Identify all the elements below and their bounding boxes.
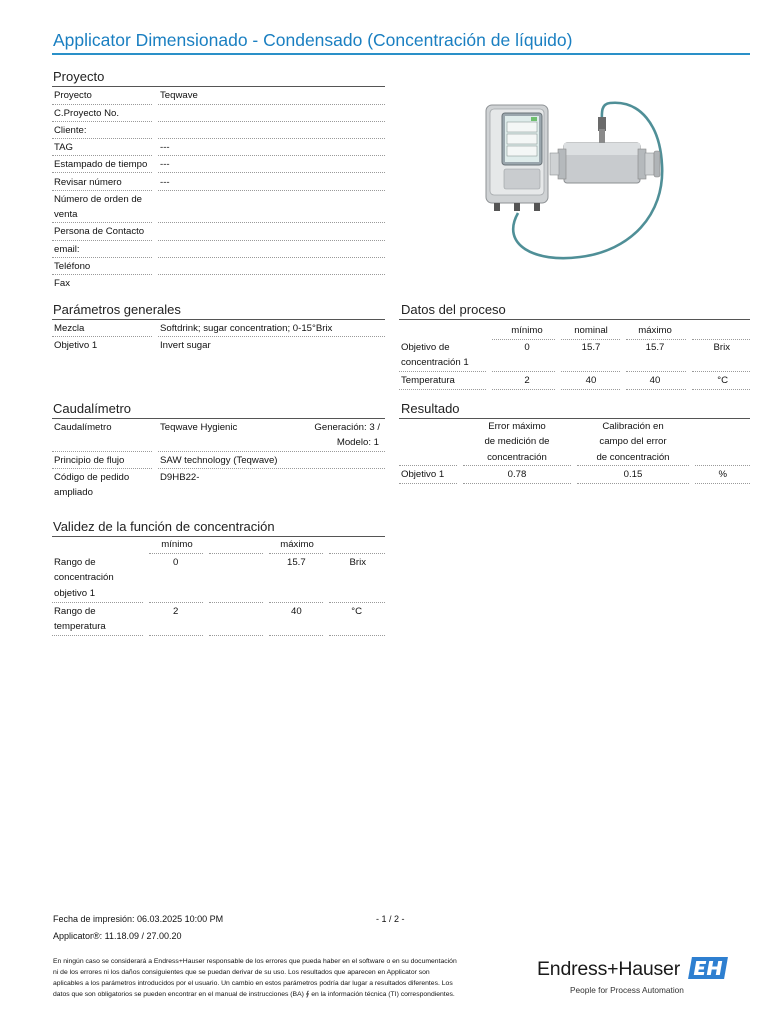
datos-proceso-heading: Datos del proceso bbox=[401, 302, 506, 317]
col-calibracion: Calibración en bbox=[602, 421, 664, 432]
page-title: Applicator Dimensionado - Condensado (Concentración de líquido) bbox=[53, 30, 573, 50]
objetivo-label: Objetivo 1 bbox=[54, 340, 98, 351]
orden-label-2: venta bbox=[54, 209, 78, 220]
res-objetivo-label: Objetivo 1 bbox=[401, 469, 445, 480]
logo-tagline: People for Process Automation bbox=[570, 985, 684, 995]
generacion-value: Generación: 3 / bbox=[314, 422, 380, 433]
cliente-label: Cliente: bbox=[54, 125, 87, 136]
tag-value: --- bbox=[160, 142, 170, 153]
disclaimer-line-1: En ningún caso se considerará a Endress+Hauser responsable de los errores que pueda haber en el software o en su documentación bbox=[53, 958, 457, 965]
obj-conc-max: 15.7 bbox=[645, 342, 665, 353]
parametros-heading: Parámetros generales bbox=[53, 302, 181, 317]
tag-label: TAG bbox=[54, 142, 74, 153]
rango-conc-min: 0 bbox=[173, 557, 179, 568]
proyecto-heading: Proyecto bbox=[53, 69, 105, 84]
rango-conc-label-2: concentración bbox=[54, 572, 114, 583]
temp-label: Temperatura bbox=[401, 375, 455, 386]
temp-min: 2 bbox=[524, 375, 530, 386]
rango-conc-label-3: objetivo 1 bbox=[54, 588, 96, 599]
obj-conc-min: 0 bbox=[524, 342, 530, 353]
title-rule bbox=[52, 53, 750, 55]
datos-proceso-rule bbox=[399, 319, 750, 320]
resultado-rule bbox=[399, 418, 750, 419]
caudalimetro-value: Teqwave Hygienic bbox=[160, 422, 238, 433]
rango-temp-label: Rango de bbox=[54, 606, 96, 617]
objetivo-value: Invert sugar bbox=[160, 340, 211, 351]
rango-conc-label: Rango de bbox=[54, 557, 96, 568]
col-error-maximo: Error máximo bbox=[488, 421, 546, 432]
fax-label: Fax bbox=[54, 278, 70, 289]
estampado-label: Estampado de tiempo bbox=[54, 159, 148, 170]
rango-temp-max: 40 bbox=[291, 606, 302, 617]
res-error-value: 0.78 bbox=[507, 469, 527, 480]
caudalimetro-heading: Caudalímetro bbox=[53, 401, 132, 416]
temp-max: 40 bbox=[649, 375, 661, 386]
disclaimer-line-4: datos que son obligatorios se pueden encontrar en el manual de instrucciones (BA) ∮ en la información técnica (TI) correspondientes. bbox=[53, 991, 455, 998]
obj-conc-nom: 15.7 bbox=[581, 342, 601, 353]
proyecto-value: Teqwave bbox=[160, 90, 198, 101]
flowmeter-device-image bbox=[480, 95, 700, 265]
contacto-label: Persona de Contacto bbox=[54, 226, 145, 237]
rango-conc-max: 15.7 bbox=[287, 557, 306, 568]
val-col-maximo: máximo bbox=[280, 539, 314, 550]
codigo-label: Código de pedido bbox=[54, 472, 130, 483]
proyecto-rule bbox=[52, 86, 385, 87]
eh-logo-mark bbox=[688, 957, 728, 979]
col-minimo: mínimo bbox=[511, 325, 543, 336]
principio-value: SAW technology (Teqwave) bbox=[160, 455, 278, 466]
revisar-value: --- bbox=[160, 177, 170, 188]
mezcla-label: Mezcla bbox=[54, 323, 85, 334]
disclaimer-line-3: aplicables a los parámetros introducidos por el usuario. Un cambio en estos parámetros podría dar lugar a resultados diferentes. Los bbox=[53, 980, 453, 987]
logo-wordmark: Endress+Hauser bbox=[537, 958, 680, 980]
temp-unit: °C bbox=[717, 375, 728, 386]
applicator-version: Applicator®: 11.18.09 / 27.00.20 bbox=[53, 931, 182, 941]
col-error-maximo-3: concentración bbox=[487, 452, 547, 463]
rango-temp-label-2: temperatura bbox=[54, 621, 106, 632]
res-calibracion-value: 0.15 bbox=[623, 469, 643, 480]
resultado-heading: Resultado bbox=[401, 401, 460, 416]
rango-conc-unit: Brix bbox=[349, 557, 366, 568]
res-unit: % bbox=[718, 469, 727, 480]
obj-conc-label: Objetivo de bbox=[401, 342, 450, 353]
page-number: - 1 / 2 - bbox=[376, 914, 405, 924]
print-date: Fecha de impresión: 06.03.2025 10:00 PM bbox=[53, 914, 224, 924]
principio-label: Principio de flujo bbox=[54, 455, 125, 466]
col-calibracion-2: campo del error bbox=[599, 436, 667, 447]
telefono-label: Teléfono bbox=[54, 261, 91, 272]
codigo-value: D9HB22- bbox=[160, 472, 200, 483]
col-error-maximo-2: de medición de bbox=[484, 436, 550, 447]
modelo-value: Modelo: 1 bbox=[336, 437, 379, 448]
revisar-label: Revisar número bbox=[54, 177, 122, 188]
rango-temp-min: 2 bbox=[173, 606, 179, 617]
col-nominal: nominal bbox=[574, 325, 608, 336]
obj-conc-label-2: concentración 1 bbox=[401, 357, 469, 368]
val-col-minimo: mínimo bbox=[161, 539, 193, 550]
estampado-value: --- bbox=[160, 159, 170, 170]
validez-heading: Validez de la función de concentración bbox=[53, 519, 275, 534]
eh-logo-icon bbox=[688, 957, 728, 979]
proyecto-label: Proyecto bbox=[54, 90, 92, 101]
temp-nom: 40 bbox=[585, 375, 597, 386]
cproyecto-label: C.Proyecto No. bbox=[54, 108, 120, 119]
col-calibracion-3: de concentración bbox=[596, 452, 670, 463]
orden-label: Número de orden de bbox=[54, 194, 142, 205]
email-label: email: bbox=[54, 244, 80, 255]
col-maximo: máximo bbox=[638, 325, 672, 336]
mezcla-value: Softdrink; sugar concentration; 0-15°Brix bbox=[160, 323, 333, 334]
disclaimer-line-2: ni de los errores ni los daños consiguientes que se puedan derivar de su uso. Los resultados que aparecen en Applicator son bbox=[53, 969, 430, 976]
caudalimetro-label: Caudalímetro bbox=[54, 422, 112, 433]
rango-temp-unit: °C bbox=[351, 606, 362, 617]
obj-conc-unit: Brix bbox=[713, 342, 730, 353]
disclaimer bbox=[53, 956, 505, 1000]
validez-rule bbox=[52, 536, 385, 537]
codigo-label-2: ampliado bbox=[54, 487, 93, 498]
